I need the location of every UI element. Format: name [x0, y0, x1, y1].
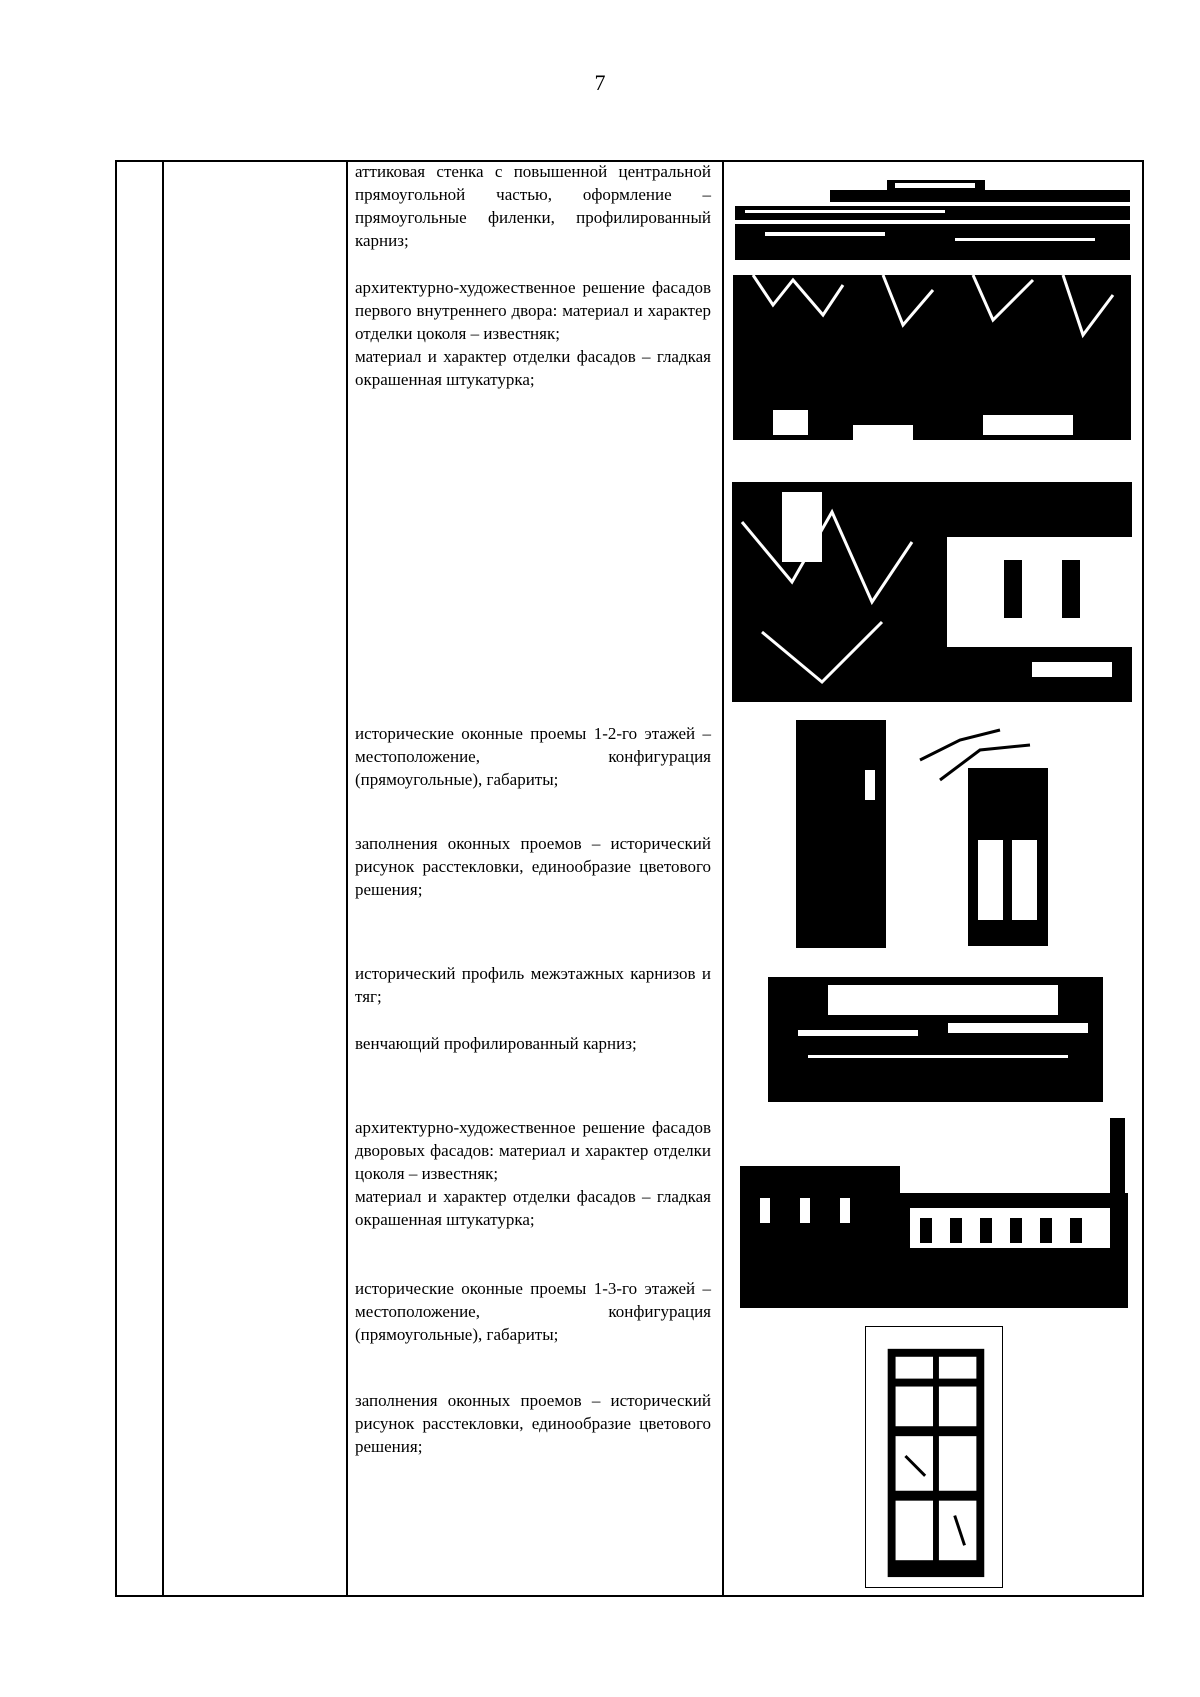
paragraph: аттиковая стенка с повышенной центральной прямоугольной частью, оформление – прямоугольные филенки, профилированный карниз; — [355, 162, 711, 250]
paragraph: архитектурно-художественное решение фасадов первого внутреннего двора: материал и характер отделки цоколя – известняк; — [355, 278, 711, 343]
column-divider — [162, 162, 164, 1595]
text-block-windows-1-3 — [355, 1277, 711, 1346]
paragraph: исторический профиль межэтажных карнизов и тяг; — [355, 964, 711, 1006]
cornices-photo — [768, 965, 1103, 1102]
text-block-attic — [355, 160, 711, 252]
paragraph: архитектурно-художественное решение фасадов дворовых фасадов: материал и характер отделки цоколя – известняк; — [355, 1118, 711, 1183]
paragraph: заполнения оконных проемов – исторический рисунок расстекловки, единообразие цветового решения; — [355, 1391, 711, 1456]
column-divider — [722, 162, 724, 1595]
attic-wall-photo — [735, 180, 1130, 260]
first-courtyard-photo — [733, 275, 1131, 465]
page-number: 7 — [594, 70, 606, 95]
text-block-window-fillings-2 — [355, 1389, 711, 1458]
windows-1-2-photo — [790, 720, 1080, 950]
text-block-first-courtyard — [355, 276, 711, 391]
text-block-courtyard-facades — [355, 1116, 711, 1231]
paragraph: исторические оконные проемы 1-2-го этажей – местоположение, конфигурация (прямоугольные), габариты; — [355, 724, 711, 789]
text-block-crowning-cornice — [355, 1032, 711, 1055]
courtyard-facades-photo — [740, 1118, 1128, 1308]
text-block-cornices — [355, 962, 711, 1008]
paragraph: исторические оконные проемы 1-3-го этажей – местоположение, конфигурация (прямоугольные), габариты; — [355, 1279, 711, 1344]
text-block-window-fillings — [355, 832, 711, 901]
first-courtyard-facade-photo — [732, 482, 1132, 702]
paragraph: материал и характер отделки фасадов – гладкая окрашенная штукатурка; — [355, 347, 711, 389]
text-block-windows-1-2 — [355, 722, 711, 791]
column-divider — [346, 162, 348, 1595]
paragraph: заполнения оконных проемов – исторический рисунок расстекловки, единообразие цветового решения; — [355, 834, 711, 899]
paragraph: материал и характер отделки фасадов – гладкая окрашенная штукатурка; — [355, 1187, 711, 1229]
paragraph: венчающий профилированный карниз; — [355, 1034, 637, 1053]
window-filling-photo — [865, 1326, 1003, 1588]
